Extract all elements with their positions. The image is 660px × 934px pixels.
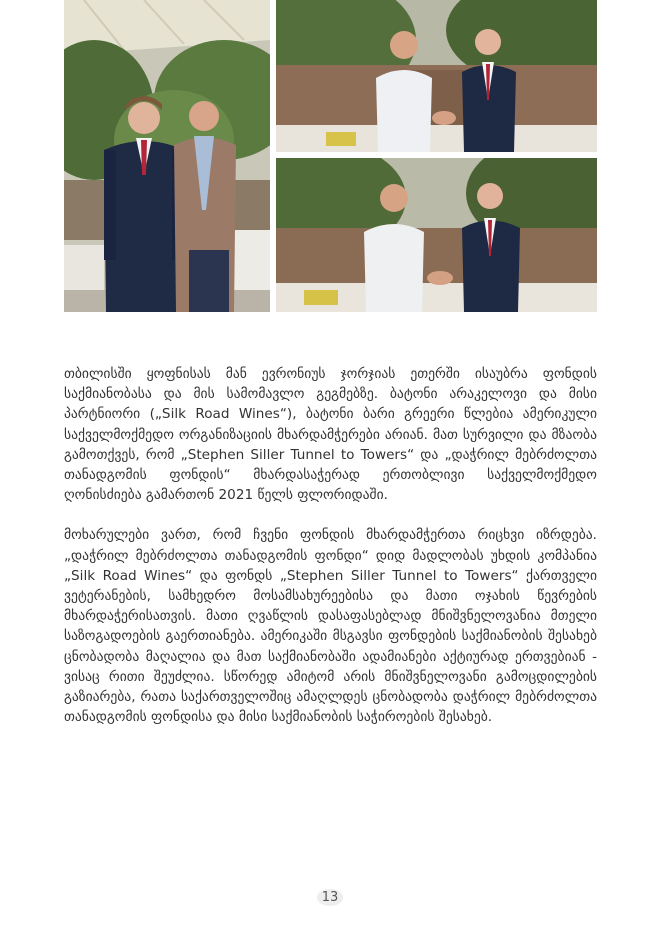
article-paragraph-2: მოხარულები ვართ, რომ ჩვენი ფონდის მხარდამჭერთა რიცხვი იზრდება. „დაჭრილ მებრძოლთა თანადგომის ფონდი“ დიდ მადლობას უხდის კომპანია „Silk Road Wines“ და ფონდს „Stephen Siller Tunnel to Towers“ ქართველი ვეტერანების, სამხედრო მოსამსახურეებისა და მათი ოჯახის წევრების მხარდაჭერისათვის. მათი ღვაწლის დასაფასებლად მნიშვნელოვანია მთელი საზოგადოების გაერთიანება. ამერიკაში მსგავსი ფონდების საქმიანობის შესახებ ცნობადობა მაღალია და მათ საქმიანობაში ადამიანები აქტიურად ერთვებიან - ვისაც რითი შეუძლია. სწორედ ამიტომ არის მნიშვნელოვანი გამოცდილების გაზიარება, რათა საქართველოშიც ამაღლდეს ცნობადობა დაჭრილ მებრძოლთა თანადგომის ფონდისა და მისი საქმიანობის საჭიროების შესახებ. [64, 527, 597, 726]
photo-handshake-top-image [276, 0, 597, 152]
page-number-label: 13 [317, 889, 344, 906]
page-number [0, 889, 660, 906]
article-paragraph-1: თბილისში ყოფნისას მან ევრონიუს ჯორჯიას ეთერში ისაუბრა ფონდის საქმიანობასა და მის სამომავლო გეგმებზე. ბატონი არაკელოვი და მისი პარტნიორი („Silk Road Wines“), ბატონი ბარი გრეერი წლებია ამერიკული საქველმოქმედო ორგანიზაციის მხარდამჭერები არიან. მათ სურვილი და მზაობა გამოთქვეს, რომ „Stephen Siller Tunnel to Towers“ და „დაჭრილ მებრძოლთა თანადგომის ფონდის“ მხარდასაჭერად ერთობლივი საქველმოქმედო ღონისძიება გამართონ 2021 წელს ფლორიდაში. [64, 366, 597, 504]
article-body [64, 364, 597, 747]
photo-two-men-terrace [64, 0, 270, 312]
photo-handshake-bottom-image [276, 158, 597, 312]
photo-handshake-bottom [276, 158, 597, 312]
photo-collage [64, 0, 597, 312]
photo-handshake-top [276, 0, 597, 152]
photo-two-men-terrace-image [64, 0, 270, 312]
